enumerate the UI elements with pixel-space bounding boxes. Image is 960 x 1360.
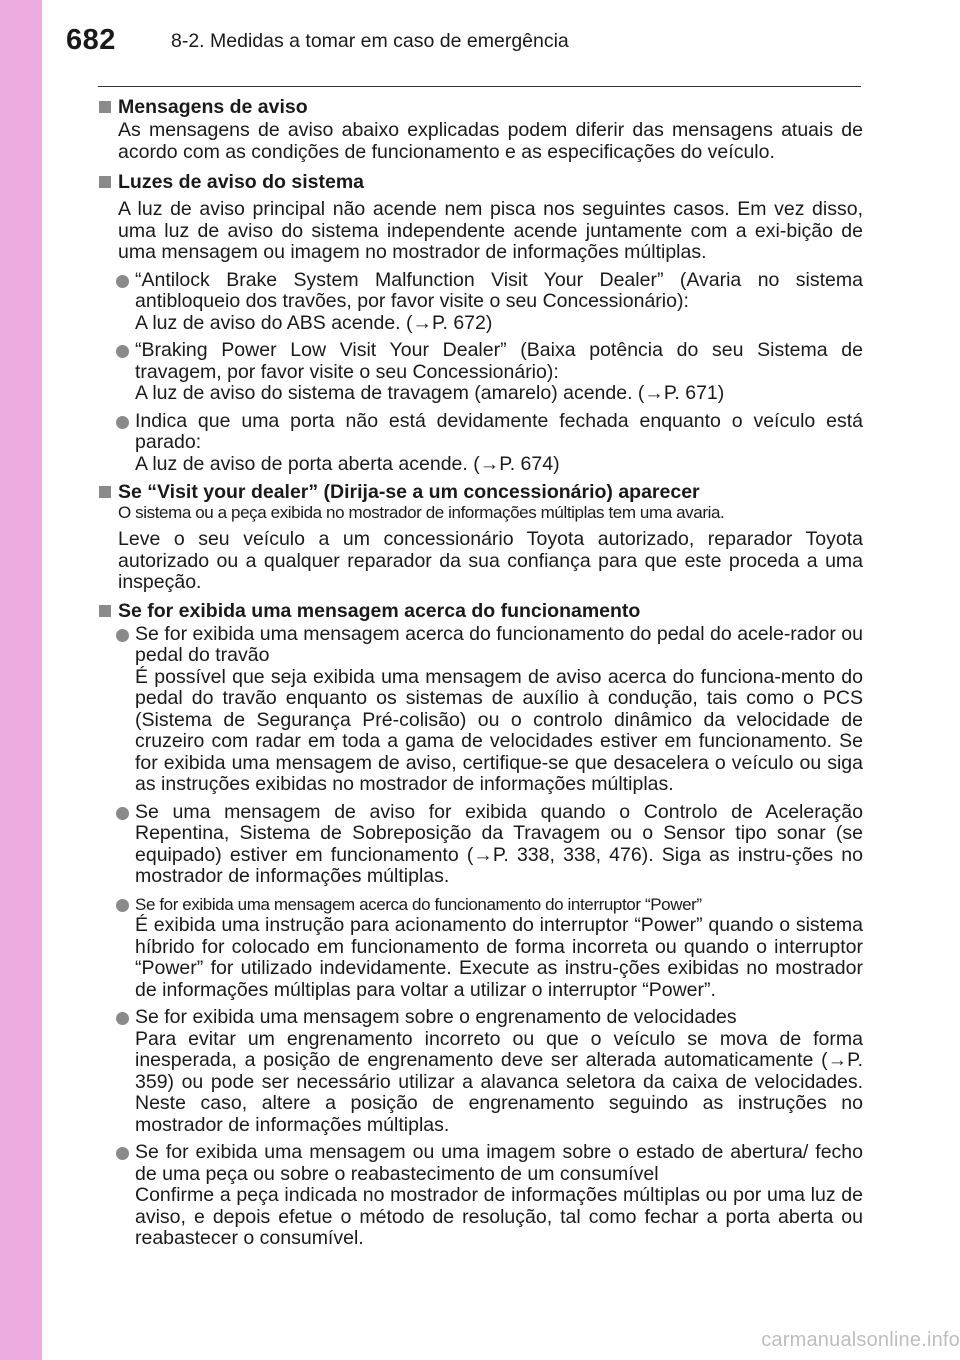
list-item [98, 340, 863, 405]
round-bullet-icon [116, 807, 129, 820]
round-bullet-icon [116, 416, 129, 429]
page-number: 682 [66, 24, 116, 56]
chapter-section-title: 8-2. Medidas a tomar em caso de emergência [171, 30, 569, 52]
list-item-title: Se for exibida uma mensagem sobre o engrenamento de velocidades [135, 1006, 737, 1028]
section-heading [98, 171, 863, 193]
list-item-text: A luz de aviso do ABS acende. (→P. 672) [135, 311, 493, 334]
list-item [98, 624, 863, 796]
side-color-stripe [0, 0, 42, 1360]
round-bullet-icon [116, 275, 129, 288]
section-paragraph: As mensagens de aviso abaixo explicadas podem diferir das mensagens atuais de acordo com as condições de funcionamento e as especificações do veículo. [118, 119, 863, 163]
site-watermark: carmanualsonline.info [761, 1329, 960, 1351]
section-paragraph: A luz de aviso principal não acende nem pisca nos seguintes casos. Em vez disso, uma luz de aviso do sistema independente acende juntamente com a exi-bição de uma mensagem ou imagem no mostrador de informações múltiplas. [118, 198, 863, 263]
section-heading [98, 600, 863, 622]
list-item-text: A luz de aviso do sistema de travagem (amarelo) acende. (→P. 671) [135, 382, 725, 404]
list-item-text: A luz de aviso de porta aberta acende. (→P. 674) [135, 452, 560, 475]
list-item [98, 270, 863, 335]
list-item-title: Se for exibida uma mensagem acerca do funcionamento do pedal do acele-rador ou pedal do travão [135, 622, 863, 666]
section-system-warning-lights [98, 171, 863, 475]
section-heading-text: Mensagens de aviso [118, 96, 308, 118]
list-item-title: Se for exibida uma mensagem ou uma imagem sobre o estado de abertura/ fecho de uma peça ou sobre o reabastecimento de um consumível [135, 1141, 863, 1185]
section-heading-text: Luzes de aviso do sistema [118, 171, 365, 193]
list-item [98, 1007, 863, 1136]
list-item-title: “Braking Power Low Visit Your Dealer” (Baixa potência do seu Sistema de travagem, por favor visite o seu Concessionário): [135, 339, 863, 383]
section-note: O sistema ou a peça exibida no mostrador de informações múltiplas tem uma avaria. [118, 503, 725, 522]
list-item [98, 894, 863, 1002]
square-bullet-icon [99, 486, 111, 498]
section-heading [98, 481, 863, 503]
page-content [98, 96, 863, 1250]
list-item [98, 1142, 863, 1250]
list-item-title: Se for exibida uma mensagem acerca do funcionamento do interruptor “Power” [135, 894, 702, 914]
round-bullet-icon [116, 899, 129, 912]
round-bullet-icon [116, 629, 129, 642]
square-bullet-icon [99, 605, 111, 617]
page-header [42, 0, 960, 80]
section-heading-text: Se “Visit your dealer” (Dirija-se a um concessionário) aparecer [118, 481, 700, 503]
list-item-text: Confirme a peça indicada no mostrador de informações múltiplas ou por uma luz de aviso, e depois efetue o método de resolução, tal como fechar a porta aberta ou reabastecer o consumível. [135, 1184, 863, 1249]
list-item-text: É exibida uma instrução para acionamento do interruptor “Power” quando o sistema híbrido for colocado em funcionamento de forma incorreta ou quando o interruptor “Power” for utilizado indevidamente. Execute as instru-ções exibidas no mostrador de informações múltiplas para voltar a utilizar o interruptor “Power”. [135, 914, 863, 1001]
list-item-text: Para evitar um engrenamento incorreto ou que o veículo se mova de forma inesperada, a posição de engrenamento deve ser alterada automaticamente (→P. 359) ou pode ser necessário utilizar a alavanca seletora da caixa de velocidades. Neste caso, altere a posição de engrenamento seguindo as instruções no mostrador de informações múltiplas. [135, 1027, 863, 1136]
square-bullet-icon [99, 176, 111, 188]
section-paragraph: Leve o seu veículo a um concessionário Toyota autorizado, reparador Toyota autorizado ou a qualquer reparador da sua confiança para que este proceda a uma inspeção. [118, 528, 863, 593]
list-item-title: Indica que uma porta não está devidamente fechada enquanto o veículo está parado: [135, 409, 863, 453]
round-bullet-icon [116, 1147, 129, 1160]
list-item-text: Se uma mensagem de aviso for exibida quando o Controlo de Aceleração Repentina, Sistema de Sobreposição da Travagem ou o Sensor tipo sonar (se equipado) estiver em funcionamento (→P. 338, 338, 476). Siga as instru-ções no mostrador de informações múltiplas. [135, 800, 863, 887]
list-item [98, 802, 863, 888]
round-bullet-icon [116, 345, 129, 358]
section-warning-messages [98, 96, 863, 163]
list-item [98, 411, 863, 476]
section-heading-text: Se for exibida uma mensagem acerca do funcionamento [118, 599, 641, 622]
section-operation-message [98, 600, 863, 1250]
section-heading [98, 96, 863, 118]
header-divider [98, 86, 861, 87]
square-bullet-icon [99, 101, 111, 113]
section-visit-your-dealer [98, 481, 863, 594]
list-item-title: “Antilock Brake System Malfunction Visit Your Dealer” (Avaria no sistema antibloqueio dos travões, por favor visite o seu Concessionário): [135, 268, 863, 312]
list-item-text: É possível que seja exibida uma mensagem de aviso acerca do funciona-mento do pedal do travão enquanto os sistemas de auxílio à condução, tais como o PCS (Sistema de Segurança Pré-colisão) ou o controlo dinâmico da velocidade de cruzeiro com radar em toda a gama de velocidades estiver em funcionamento. Se for exibida uma mensagem de aviso, certifique-se que desacelera o veículo ou siga as instruções exibidas no mostrador de informações múltiplas. [135, 665, 863, 795]
round-bullet-icon [116, 1012, 129, 1025]
